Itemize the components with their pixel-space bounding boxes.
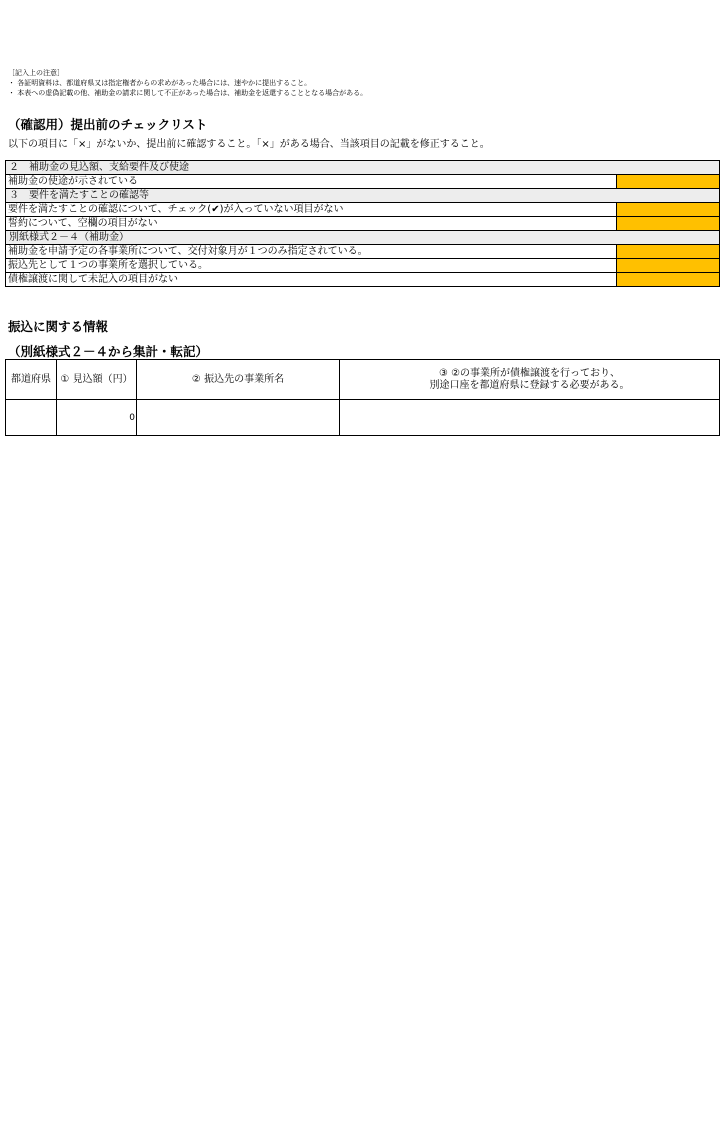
checklist-table	[5, 160, 720, 287]
check-result-cell	[617, 273, 720, 287]
checklist-item-row	[6, 273, 720, 287]
item-label: 補助金を申請予定の各事業所について、交付対象月が１つのみ指定されている。	[6, 245, 617, 259]
amount-cell[interactable]: 0	[57, 400, 137, 436]
header-prefecture: 都道府県	[6, 360, 57, 400]
checklist-section-row	[6, 189, 720, 203]
notes-section	[8, 68, 367, 98]
header-amount: ① 見込額（円）	[57, 360, 137, 400]
section-label: ３ 要件を満たすことの確認等	[6, 189, 720, 203]
item-label: 補助金の使途が示されている	[6, 175, 617, 189]
item-label: 要件を満たすことの確認について、チェック(✔)が入っていない項目がない	[6, 203, 617, 217]
section-label: 別紙様式２－４（補助金）	[6, 231, 720, 245]
prefecture-cell[interactable]	[6, 400, 57, 436]
note-item: ・ 本表への虚偽記載の他、補助金の請求に関して不正があった場合は、補助金を返還することとなる場合がある。	[8, 89, 368, 97]
transfer-header-row	[6, 360, 720, 400]
checklist-section-row	[6, 161, 720, 175]
checklist-title: （確認用）提出前のチェックリスト	[8, 117, 208, 132]
check-result-cell	[617, 217, 720, 231]
checklist-item-row	[6, 175, 720, 189]
office-cell[interactable]	[137, 400, 340, 436]
transfer-title: 振込に関する情報	[8, 319, 109, 334]
header-assignment-note	[340, 360, 720, 400]
transfer-subtitle: （別紙様式２－４から集計・転記）	[8, 344, 209, 359]
section-label: ２ 補助金の見込額、支給要件及び使途	[6, 161, 720, 175]
header-note-line2: 別途口座を都道府県に登録する必要がある。	[429, 379, 630, 391]
item-label: 債権譲渡に関して未記入の項目がない	[6, 273, 617, 287]
check-result-cell	[617, 175, 720, 189]
check-result-cell	[617, 245, 720, 259]
header-note-line1: ③ ②の事業所が債権譲渡を行っており、	[438, 367, 621, 379]
note-item: ・ 各証明資料は、都道府県又は指定権者からの求めがあった場合には、速やかに提出すること。	[8, 79, 312, 87]
checklist-item-row	[6, 245, 720, 259]
check-result-cell	[617, 203, 720, 217]
checklist-section-row	[6, 231, 720, 245]
checklist-item-row	[6, 203, 720, 217]
checklist-item-row	[6, 217, 720, 231]
item-label: 誓約について、空欄の項目がない	[6, 217, 617, 231]
check-result-cell	[617, 259, 720, 273]
item-label: 振込先として１つの事業所を選択している。	[6, 259, 617, 273]
checklist-instruction: 以下の項目に「×」がないか、提出前に確認すること。「×」がある場合、当該項目の記載を修正すること。	[8, 139, 490, 150]
checklist-item-row	[6, 259, 720, 273]
transfer-data-row	[6, 400, 720, 436]
notes-heading: ［記入上の注意］	[8, 69, 64, 77]
header-office: ② 振込先の事業所名	[137, 360, 340, 400]
assignment-note-cell[interactable]	[340, 400, 720, 436]
transfer-table	[5, 359, 720, 436]
